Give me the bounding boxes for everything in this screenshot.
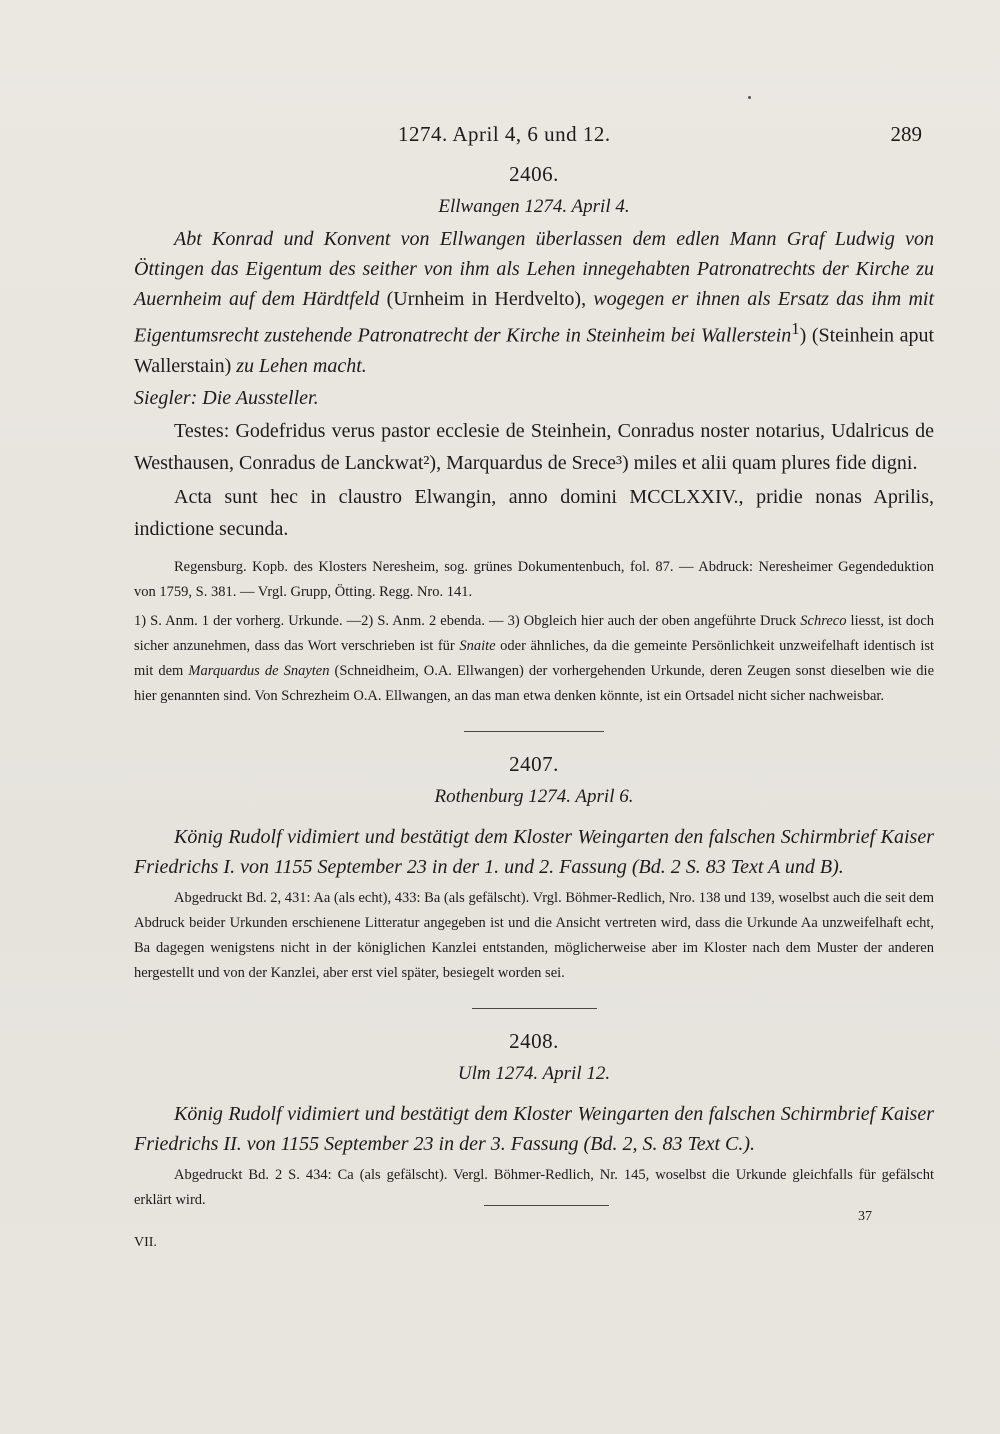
regest-part: zu Lehen macht. xyxy=(236,354,367,377)
entry-place-date: Ellwangen 1274. April 4. xyxy=(438,196,630,217)
siegler-line: Siegler: Die Aussteller. xyxy=(134,386,319,409)
footer-divider xyxy=(484,1205,609,1206)
footnote-italic: Snaite xyxy=(459,637,496,654)
entry-sources: Abgedruckt Bd. 2, 431: Aa (als echt), 433: Ba (als gefälscht). Vrgl. Böhmer-Redlich, Nro. 138 und 139, woselbst auch die seit dem Abdruck beider Urkunden erschienene Litteratur angegeben ist und die Ansicht vertreten wird, dass die Urkunde Aa unzweifelhaft echt, Ba dagegen wenigstens nicht in der königlichen Kanzlei entstanden, möglicherweise aber im Kloster nach dem Muster der anderen hergestellt und von der Kanzlei, aber erst viel später, besiegelt worden sei. xyxy=(134,889,934,981)
footnote-italic: Schreco xyxy=(800,612,847,629)
charter-entry-2407 xyxy=(134,752,934,986)
section-divider xyxy=(464,731,604,732)
entry-footnotes xyxy=(134,609,934,709)
regest-part: Abt Konrad und Konvent von Ellwangen überlassen dem edlen Mann Graf Ludwig von Öttingen das Eigentum des seither von ihm als Lehen innegehabten Patronatrechts der Kirche zu Auernheim auf dem Härdtfeld xyxy=(134,228,934,310)
entry-number: 2406. xyxy=(509,162,559,186)
regest-part: ) xyxy=(799,324,807,347)
paper-speck xyxy=(748,96,751,99)
entry-sources: Abgedruckt Bd. 2 S. 434: Ca (als gefälscht). Vergl. Böhmer-Redlich, Nr. 145, woselbst die Urkunde gleichfalls für gefälscht erklärt wird. xyxy=(134,1166,934,1208)
page-number: 289 xyxy=(890,122,922,146)
entry-sources: Regensburg. Kopb. des Klosters Neresheim, sog. grünes Dokumentenbuch, fol. 87. — Abdruck: Neresheimer Gegendeduktion von 1759, S. 381. — Vrgl. Grupp, Ötting. Regg. Nro. 141. xyxy=(134,558,934,600)
regest-part: (Urnheim in Herdvelto), xyxy=(386,288,587,310)
charter-entry-2408 xyxy=(134,1029,934,1213)
sheet-number: 37 xyxy=(858,1208,872,1224)
footnote-ref: 1 xyxy=(791,319,800,338)
footnote-text: 1) S. Anm. 1 der vorherg. Urkunde. —2) S. Anm. 2 ebenda. — 3) Obgleich hier auch der oben angeführte Druck xyxy=(134,612,797,629)
entry-number: 2407. xyxy=(509,751,559,776)
footnote-text: oder ähnliches, da die gemeinte Persönlichkeit unzweifelhaft identisch ist mit dem xyxy=(134,637,935,679)
page-content xyxy=(134,122,934,1277)
footnote-text: liesst, ist doch sicher anzunehmen, dass das Wort verschrieben ist für xyxy=(134,612,935,654)
footnote-italic: Marquardus de Snayten xyxy=(188,662,330,679)
entry-regest: König Rudolf vidimiert und bestätigt dem Kloster Weingarten den falschen Schirmbrief Kaiser Friedrichs I. von 1155 September 23 in der 1. und 2. Fassung (Bd. 2 S. 83 Text A und B). xyxy=(134,825,934,878)
entry-regest: König Rudolf vidimiert und bestätigt dem Kloster Weingarten den falschen Schirmbrief Kaiser Friedrichs II. von 1155 September 23 in der 3. Fassung (Bd. 2, S. 83 Text C.). xyxy=(134,1102,934,1155)
running-head-title: 1274. April 4, 6 und 12. xyxy=(398,122,611,146)
charter-text-testes: Testes: Godefridus verus pastor ecclesie de Steinhein, Conradus noster notarius, Udalricus de Westhausen, Conradus de Lanckwat²), Marquardus de Srece³) miles et alii quam plures fide digni. xyxy=(134,419,934,474)
entry-regest xyxy=(134,224,934,381)
charter-entry-2406 xyxy=(134,162,934,709)
entry-place-date: Ulm 1274. April 12. xyxy=(457,1062,611,1084)
signature-mark: VII. xyxy=(134,1234,157,1250)
footnote-text: (Schneidheim, O.A. Ellwangen) der vorhergehenden Urkunde, deren Zeugen sonst dieselben wie die hier genannten sind. Von Schrezheim O.A. Ellwangen, an das man etwa denken könnte, ist ein Ortsadel nicht sicher nachweisbar. xyxy=(134,662,935,704)
entry-place-date: Rothenburg 1274. April 6. xyxy=(434,785,634,807)
charter-text-acta: Acta sunt hec in claustro Elwangin, anno domini MCCLXXIV., pridie nonas Aprilis, indictione secunda. xyxy=(134,485,934,540)
regest-part: wogegen er ihnen als Ersatz das ihm mit Eigentumsrecht zustehende Patronatrecht der Kirche in Steinheim bei Wallerstein xyxy=(134,288,935,347)
page-footer xyxy=(134,1208,934,1277)
entry-number: 2408. xyxy=(509,1028,559,1053)
running-head xyxy=(134,122,934,152)
regest-part: (Steinhein aput Wallerstain) xyxy=(134,324,935,377)
section-divider xyxy=(472,1008,597,1009)
